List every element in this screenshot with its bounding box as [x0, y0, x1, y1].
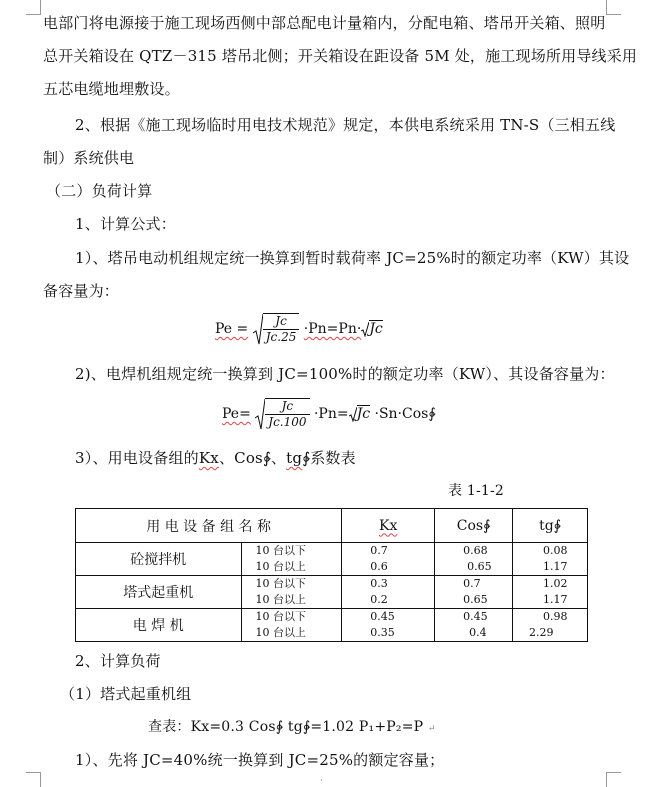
sqrt-symbol: [349, 406, 370, 422]
subsection-heading: 1、计算公式：: [75, 215, 176, 233]
formula-welder: [222, 398, 436, 430]
radicand: Jc: [369, 321, 383, 337]
equipment-name: 砼搅拌机: [76, 543, 242, 576]
text-segment: 系数表: [310, 449, 356, 467]
paragraph-line: 1）、塔吊电动机组规定统一换算到暂时载荷率 JC=25%时的额定功率（KW）其设: [75, 249, 630, 267]
cos-value: 0.45: [463, 610, 488, 623]
text-segment: 3）、用电设备组的: [75, 449, 199, 467]
formula-tail: ·Sn·Cos∲: [374, 406, 436, 422]
text-tg: tg: [286, 449, 303, 467]
cos-value: 0.68: [463, 544, 488, 557]
phi-symbol: ∲: [302, 449, 311, 467]
header-cos: Cos∲: [435, 509, 513, 543]
cos-value: 0.65: [463, 593, 488, 606]
paragraph-line: [75, 448, 356, 468]
paragraph-mark-icon: ↵: [427, 724, 436, 734]
paragraph-line: 2、根据《施工现场临时用电技术规范》规定，本供电系统采用 TN-S（三相五线: [75, 116, 616, 134]
lookup-text: 查表：Kx=0.3 Cos∲ tg∲=1.02 P₁+P₂=P: [148, 719, 424, 735]
fraction-numerator: Jc: [263, 314, 300, 330]
footer-mark: ·: [320, 776, 323, 786]
tg-value: 1.17: [543, 560, 568, 573]
paragraph-line: 备容量为：: [43, 282, 120, 300]
kx-value: 0.6: [370, 560, 388, 573]
table-caption: 表 1-1-2: [448, 483, 505, 499]
table-header-row: [76, 509, 588, 543]
tg-value: 1.17: [543, 593, 568, 606]
crop-mark-bottom-right: [606, 772, 621, 787]
section-heading: （二）负荷计算: [46, 182, 153, 200]
sqrt-symbol: [361, 321, 382, 337]
sqrt-symbol: [255, 398, 309, 430]
cos-value: 0.65: [467, 560, 492, 573]
cos-value: 0.7: [463, 577, 481, 590]
equipment-name: 电 焊 机: [76, 609, 242, 642]
sqrt-symbol: [253, 313, 300, 345]
fraction-numerator: Jc: [265, 399, 309, 415]
table-row: [76, 543, 588, 576]
kx-value: 0.2: [370, 593, 388, 606]
formula-tower-crane: [215, 313, 383, 345]
fraction-denominator: Jc.100: [268, 415, 307, 429]
formula-rhs: ·Pn=Pn·: [303, 321, 362, 337]
paragraph-line: 五芯电缆地埋敷设。: [43, 80, 180, 98]
tg-value: 0.08: [543, 544, 568, 557]
kx-value: 0.3: [370, 577, 388, 590]
quantity-range: 10 台以上: [255, 626, 306, 639]
quantity-range: 10 台以下: [255, 577, 306, 590]
paragraph-line: 2)、电焊机组规定统一换算到 JC=100%时的额定功率（KW）、其设备容量为：: [75, 365, 615, 383]
kx-value: 0.45: [370, 610, 395, 623]
header-kx: Kx: [342, 509, 435, 543]
header-equipment-group: 用 电 设 备 组 名 称: [76, 509, 342, 543]
cos-value: 0.4: [469, 626, 487, 639]
paragraph-line: 电部门将电源接于施工现场西侧中部总配电计量箱内，分配电箱、塔吊开关箱、照明: [43, 14, 606, 32]
quantity-range: 10 台以下: [255, 544, 306, 557]
subsection-heading: 2、计算负荷: [75, 652, 161, 670]
formula-lhs: Pe=: [222, 406, 251, 422]
phi-symbol: ∲: [262, 449, 271, 467]
text-kx: Kx: [198, 449, 219, 467]
crop-mark-top-left: [26, 0, 41, 15]
radicand: Jc: [356, 406, 371, 422]
text-segment: 、Cos: [218, 449, 263, 467]
crop-mark-bottom-left: [26, 772, 41, 787]
table-row: [76, 609, 588, 642]
tg-value: 0.98: [543, 610, 568, 623]
quantity-range: 10 台以上: [255, 560, 306, 573]
paragraph-line: 1）、先将 JC=40%统一换算到 JC=25%的额定容量；: [75, 751, 445, 769]
tg-value: 1.02: [543, 577, 568, 590]
paragraph-line: 总开关箱设在 QTZ－315 塔吊北侧；开关箱设在距设备 5M 处，施工现场所用导线采用: [43, 47, 638, 65]
paragraph-line: 制）系统供电: [43, 149, 135, 167]
equipment-name: 塔式起重机: [76, 576, 242, 609]
crop-mark-top-right: [606, 0, 621, 15]
tg-value: 2.29: [529, 626, 554, 639]
text-segment: 、: [270, 449, 287, 467]
kx-value: 0.35: [370, 626, 395, 639]
table-row: [76, 576, 588, 609]
coefficient-table: [75, 508, 588, 642]
quantity-range: 10 台以下: [255, 610, 306, 623]
quantity-range: 10 台以上: [255, 593, 306, 606]
header-tg: tg∲: [513, 509, 588, 543]
subsection-heading: （1）塔式起重机组: [60, 685, 192, 703]
formula-rhs: ·Pn=: [313, 406, 349, 422]
lookup-line: [148, 717, 436, 739]
fraction-denominator: Jc.25: [265, 330, 297, 344]
formula-lhs: Pe =: [215, 321, 249, 337]
kx-value: 0.7: [370, 544, 388, 557]
